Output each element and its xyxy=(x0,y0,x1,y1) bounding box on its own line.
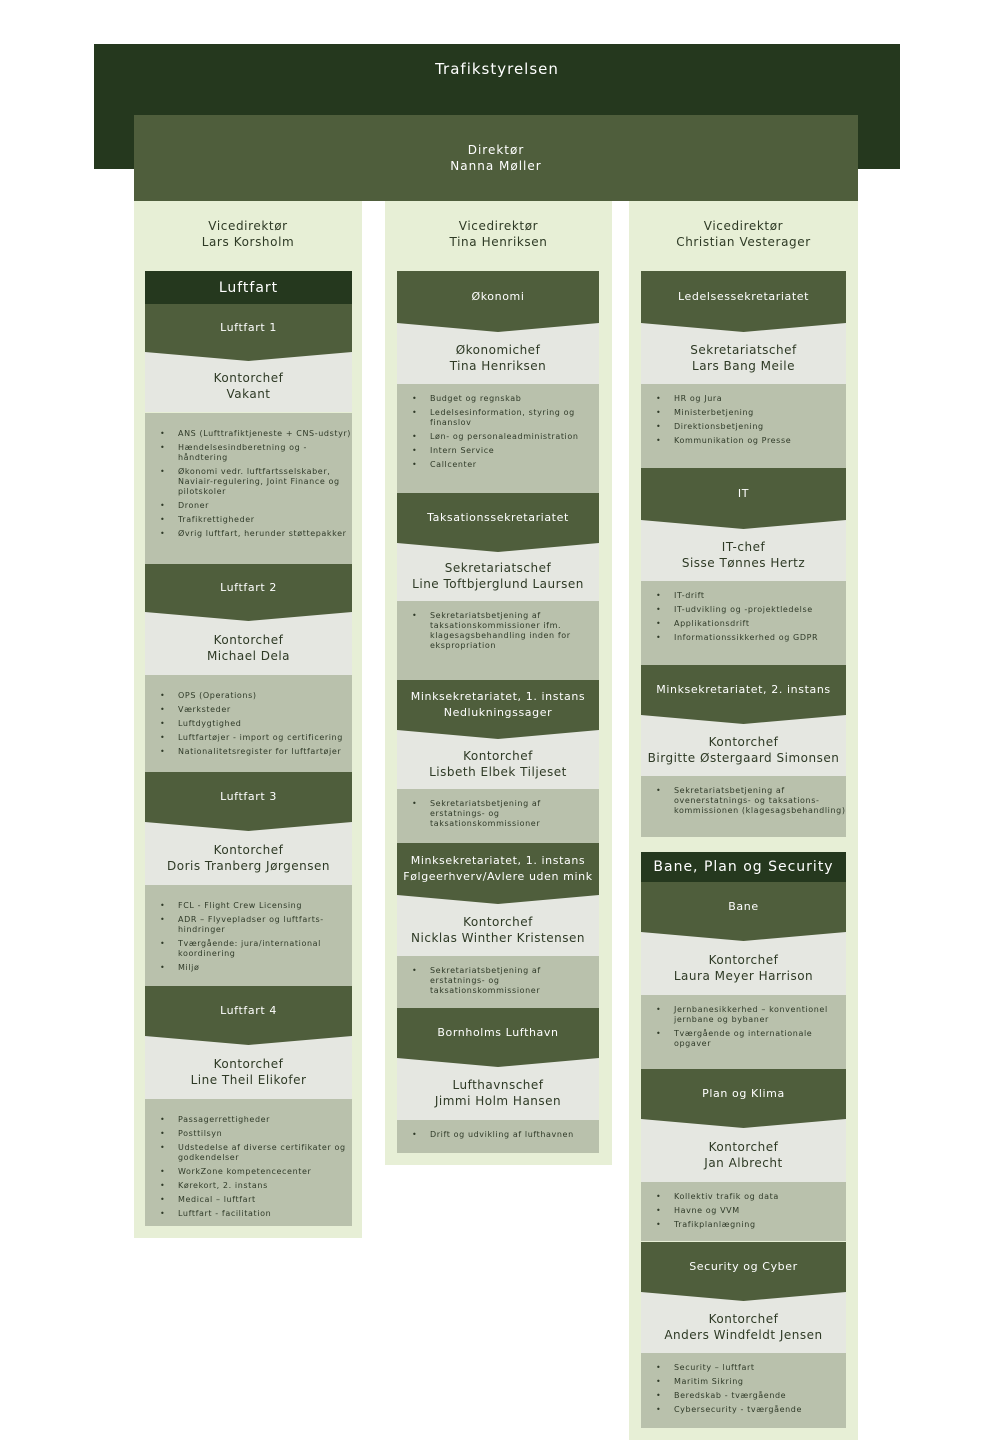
task-item: • Maritim Sikring xyxy=(674,1377,846,1387)
task-item: • Miljø xyxy=(178,963,352,973)
chevron-point xyxy=(397,542,599,552)
task-item: • Security – luftfart xyxy=(674,1363,846,1373)
task-list-lf2 xyxy=(145,675,352,772)
chevron-shape xyxy=(397,322,599,333)
task-list-lf3 xyxy=(145,885,352,986)
chevron-shape xyxy=(641,322,846,333)
chevron-shape xyxy=(397,894,599,905)
chevron-shape xyxy=(397,729,599,740)
chief-name: Vakant xyxy=(226,387,271,401)
dept-label-group xyxy=(145,564,352,612)
task-item: • Luftfartøjer - import og certificering xyxy=(178,733,352,743)
chevron-point xyxy=(145,821,352,831)
dept-label: Minksekretariatet, 1. instans xyxy=(410,854,586,867)
dept-lf4[interactable] xyxy=(145,986,352,1036)
task-item: • Passagerrettigheder xyxy=(178,1115,352,1125)
task-item: • HR og Jura xyxy=(674,394,846,404)
task-item: • Kollektiv trafik og data xyxy=(674,1192,846,1202)
dept-mink1b[interactable] xyxy=(397,843,599,895)
dept-it[interactable] xyxy=(641,468,846,520)
task-item: • Intern Service xyxy=(430,446,599,456)
task-item: • Direktionsbetjening xyxy=(674,422,846,432)
task-item: • Budget og regnskab xyxy=(430,394,599,404)
task-item: • Luftfart - facilitation xyxy=(178,1209,352,1219)
chief-name: Lisbeth Elbek Tiljeset xyxy=(429,764,567,779)
chief-role: Kontorchef xyxy=(708,734,779,749)
task-item: • Drift og udvikling af lufthavnen xyxy=(430,1130,599,1140)
task-list-bane xyxy=(641,995,846,1069)
vicedirector-korsholm[interactable] xyxy=(134,214,362,254)
dept-label-group xyxy=(397,271,599,323)
chevron-shape xyxy=(641,519,846,530)
task-item: • Beredskab - tværgående xyxy=(674,1391,846,1401)
chevron-shape xyxy=(397,1057,599,1068)
dept-plan[interactable] xyxy=(641,1069,846,1119)
chief-name: Birgitte Østergaard Simonsen xyxy=(647,750,840,765)
task-list-sec xyxy=(641,1353,846,1428)
dept-sublabel: Nedlukningssager xyxy=(443,706,553,719)
task-item: • Trafikplanlægning xyxy=(674,1220,846,1230)
chevron-point xyxy=(641,1291,846,1301)
chief-role: Kontorchef xyxy=(213,632,284,647)
chevron-point xyxy=(145,351,352,361)
dept-lf1[interactable] xyxy=(145,304,352,352)
task-list-mink1 xyxy=(397,789,599,843)
dept-mink1[interactable] xyxy=(397,680,599,730)
chief-role: Sekretariatschef xyxy=(444,561,552,575)
chevron-point xyxy=(397,894,599,904)
chief-name: Anders Windfeldt Jensen xyxy=(664,1327,823,1342)
task-item: • Tværgående: jura/international koordinering xyxy=(178,939,352,959)
chevron-shape xyxy=(145,1035,352,1046)
dept-label-group xyxy=(641,882,846,932)
dept-label: Luftfart 2 xyxy=(220,581,277,594)
chevron-shape xyxy=(145,821,352,832)
task-item: • Callcenter xyxy=(430,460,599,470)
director-box[interactable] xyxy=(134,115,858,201)
dept-label-group xyxy=(397,493,599,543)
task-item: • Sekretariatsbetjening af ovenerstatnings- og taksations-kommissionen (klagesagsbehandling) xyxy=(674,786,846,816)
task-list-mink2 xyxy=(641,776,846,837)
task-item: • Luftdygtighed xyxy=(178,719,352,729)
task-item: • IT-drift xyxy=(674,591,846,601)
chief-role: Kontorchef xyxy=(213,371,284,385)
task-item: • ADR – Flyvepladser og luftfarts-hindringer xyxy=(178,915,352,935)
chevron-shape xyxy=(145,351,352,362)
chief-name: Jan Albrecht xyxy=(704,1155,783,1170)
chief-name: Michael Dela xyxy=(206,648,291,663)
chief-name: Line Toftbjerglund Laursen xyxy=(412,577,584,591)
dept-mink2[interactable] xyxy=(641,665,846,715)
dept-sec[interactable] xyxy=(641,1242,846,1292)
chevron-shape xyxy=(641,1291,846,1302)
task-item: • Kørekort, 2. instans xyxy=(178,1181,352,1191)
dept-label-group xyxy=(397,680,599,730)
dept-oko[interactable] xyxy=(397,271,599,323)
dept-label: Luftfart 3 xyxy=(220,790,277,803)
chief-name: Nicklas Winther Kristensen xyxy=(411,930,585,945)
dept-label: Bornholms Lufthavn xyxy=(437,1026,559,1039)
vicedirector-role: Vicedirektør xyxy=(703,219,784,233)
chevron-point xyxy=(641,1118,846,1128)
task-item: • OPS (Operations) xyxy=(178,691,352,701)
task-item: • Økonomi vedr. luftfartsselskaber, Naviair-regulering, Joint Finance og pilotskoler xyxy=(178,467,352,497)
task-item: • FCL - Flight Crew Licensing xyxy=(178,901,352,911)
task-item: • WorkZone kompetencecenter xyxy=(178,1167,352,1177)
dept-label: IT xyxy=(737,487,750,500)
dept-label: Security og Cyber xyxy=(689,1260,798,1273)
chief-role: Kontorchef xyxy=(463,748,533,763)
dept-label-group xyxy=(641,271,846,323)
vicedirector-name: Lars Korsholm xyxy=(201,235,295,249)
task-item: • Cybersecurity - tværgående xyxy=(674,1405,846,1415)
task-item: • IT-udvikling og -projektledelse xyxy=(674,605,846,615)
task-item: • Informationssikkerhed og GDPR xyxy=(674,633,846,643)
chief-name: Jimmi Holm Hansen xyxy=(434,1094,562,1108)
chief-role: Sekretariatschef xyxy=(690,342,797,357)
task-item: • Sekretariatsbetjening af erstatnings- og taksationskommissioner xyxy=(430,966,599,996)
dept-sublabel: Følgeerhverv/Avlere uden mink xyxy=(403,870,593,883)
chief-role: Kontorchef xyxy=(708,1311,779,1326)
vicedirector-name: Christian Vesterager xyxy=(676,235,811,249)
task-item: • ANS (Lufttrafiktjeneste + CNS-udstyr) xyxy=(178,429,352,439)
chief-role: Økonomichef xyxy=(455,342,541,357)
chevron-shape xyxy=(641,931,846,942)
vicedirector-name: Tina Henriksen xyxy=(449,235,548,249)
task-item: • Hændelsesindberetning og -håndtering xyxy=(178,443,352,463)
task-item: • Medical – luftfart xyxy=(178,1195,352,1205)
task-item: • Værksteder xyxy=(178,705,352,715)
chief-name: Laura Meyer Harrison xyxy=(673,968,814,983)
task-item: • Sekretariatsbetjening af taksationskommissioner ifm. klagesagsbehandling inden for ekspropriation xyxy=(430,611,599,651)
dept-ledelse[interactable] xyxy=(641,271,846,323)
task-list-it xyxy=(641,581,846,665)
task-list-lf4 xyxy=(145,1099,352,1226)
dept-label: Bane xyxy=(728,900,759,913)
dept-bornholm[interactable] xyxy=(397,1008,599,1058)
task-item: • Trafikrettigheder xyxy=(178,515,352,525)
task-item: • Ledelsesinformation, styring og finanslov xyxy=(430,408,599,428)
director-name: Nanna Møller xyxy=(450,159,542,173)
chief-role: Kontorchef xyxy=(213,1056,284,1071)
chevron-point xyxy=(641,519,846,529)
chevron-shape xyxy=(641,714,846,725)
task-list-lf1 xyxy=(145,413,352,564)
chief-role: Kontorchef xyxy=(463,914,533,929)
dept-label-group xyxy=(397,1008,599,1058)
chevron-point xyxy=(145,611,352,621)
dept-label-group xyxy=(641,1069,846,1119)
dept-lf3[interactable] xyxy=(145,772,352,822)
task-item: • Løn- og personaleadministration xyxy=(430,432,599,442)
chevron-point xyxy=(397,729,599,739)
vicedirector-role: Vicedirektør xyxy=(458,219,539,233)
chevron-point xyxy=(145,1035,352,1045)
task-item: • Kommunikation og Presse xyxy=(674,436,846,446)
task-item: • Havne og VVM xyxy=(674,1206,846,1216)
dept-label-group xyxy=(145,986,352,1036)
task-item: • Ministerbetjening xyxy=(674,408,846,418)
task-item: • Posttilsyn xyxy=(178,1129,352,1139)
dept-label-group xyxy=(641,665,846,715)
task-item: • Jernbanesikkerhed – konventionel jernbane og bybaner xyxy=(674,1005,846,1025)
chevron-shape xyxy=(641,1118,846,1129)
dept-label-group xyxy=(145,304,352,352)
chief-role: Kontorchef xyxy=(213,842,284,857)
task-item: • Tværgående og internationale opgaver xyxy=(674,1029,846,1049)
chevron-point xyxy=(641,931,846,941)
task-list-bornholm xyxy=(397,1120,599,1153)
chief-name: Sisse Tønnes Hertz xyxy=(681,555,806,570)
task-item: • Udstedelse af diverse certifikater og godkendelser xyxy=(178,1143,352,1163)
dept-label: Minksekretariatet, 1. instans xyxy=(410,690,586,703)
task-list-mink1b xyxy=(397,956,599,1008)
chevron-point xyxy=(397,322,599,332)
vicedirector-henriksen[interactable] xyxy=(385,214,612,254)
director-role: Direktør xyxy=(467,143,525,157)
chevron-shape xyxy=(397,542,599,553)
dept-label: Luftfart 4 xyxy=(220,1004,277,1017)
dept-label: Plan og Klima xyxy=(702,1087,785,1100)
task-list-plan xyxy=(641,1182,846,1241)
section-luftfart: Luftfart xyxy=(145,271,352,304)
task-item: • Applikationsdrift xyxy=(674,619,846,629)
chief-name: Doris Tranberg Jørgensen xyxy=(167,858,330,873)
dept-label-group xyxy=(145,772,352,822)
dept-label: Minksekretariatet, 2. instans xyxy=(656,683,831,696)
task-list-tak xyxy=(397,601,599,680)
task-item: • Øvrig luftfart, herunder støttepakker xyxy=(178,529,352,539)
org-title: Trafikstyrelsen xyxy=(435,60,559,78)
chevron-shape xyxy=(145,611,352,622)
chevron-point xyxy=(641,714,846,724)
dept-label-group xyxy=(641,468,846,520)
chevron-point xyxy=(641,322,846,332)
dept-lf2[interactable] xyxy=(145,564,352,612)
vicedirector-vesterager[interactable] xyxy=(629,214,858,254)
chevron-point xyxy=(397,1057,599,1067)
chief-role: Kontorchef xyxy=(708,1139,779,1154)
chief-role: Lufthavnschef xyxy=(452,1078,544,1092)
vicedirector-role: Vicedirektør xyxy=(208,219,288,233)
section-bane-plan-security: Bane, Plan og Security xyxy=(641,852,846,882)
dept-label: Ledelsessekretariatet xyxy=(677,290,810,303)
dept-tak[interactable] xyxy=(397,493,599,543)
task-item: • Sekretariatsbetjening af erstatnings- og taksationskommissioner xyxy=(430,799,599,829)
task-item: • Droner xyxy=(178,501,352,511)
dept-label-group xyxy=(397,843,599,895)
dept-label: Økonomi xyxy=(471,290,525,303)
dept-label-group xyxy=(641,1242,846,1292)
chief-role: Kontorchef xyxy=(708,952,779,967)
chief-role: IT-chef xyxy=(721,539,766,554)
dept-bane[interactable] xyxy=(641,882,846,932)
task-item: • Nationalitetsregister for luftfartøjer xyxy=(178,747,352,757)
dept-label: Taksationssekretariatet xyxy=(427,511,569,524)
dept-label: Luftfart 1 xyxy=(220,321,277,334)
chief-name: Tina Henriksen xyxy=(449,358,547,373)
task-list-oko xyxy=(397,384,599,493)
chief-name: Lars Bang Meile xyxy=(692,358,795,373)
chief-name: Line Theil Elikofer xyxy=(190,1072,307,1087)
task-list-ledelse xyxy=(641,384,846,468)
